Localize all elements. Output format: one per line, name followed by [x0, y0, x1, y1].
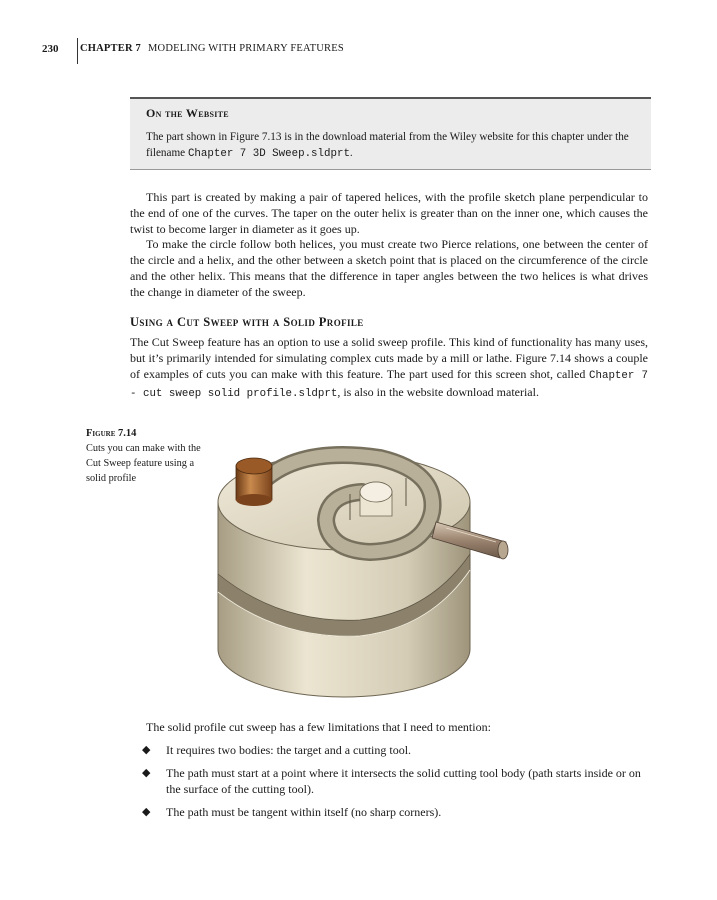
section-text-end: , is also in the website download material.	[337, 385, 539, 399]
figure-caption-text: Cuts you can make with the Cut Sweep feature using a solid profile	[86, 443, 201, 484]
sidebar-text-end: .	[349, 147, 353, 159]
sidebar-filename: Chapter 7 3D Sweep.sldprt	[187, 148, 350, 160]
bullet-diamond-icon: ◆	[142, 744, 151, 756]
section-heading	[130, 315, 364, 330]
list-item	[142, 742, 642, 758]
section-text-lead: The Cut Sweep feature has an option to use a solid sweep profile. This kind of functionality has many uses, but it’s primarily intended for simulating complex cuts made by a mill or lathe. Figure 7.14 shows a couple of examples of cuts you can make with this feature. The part used for this screen shot, called	[130, 335, 648, 381]
section-heading-text: Using a Cut Sweep with a Solid Profile	[130, 315, 364, 329]
list-item-text: The path must start at a point where it intersects the solid cutting tool body (path starts inside or on the surface of the cutting tool).	[166, 766, 641, 796]
sidebar-title	[146, 106, 229, 121]
bullet-diamond-icon: ◆	[142, 806, 151, 818]
body-paragraph-2: To make the circle follow both helices, you must create two Pierce relations, one between the center of the circle and a helix, and the other between a sketch point that is placed on the circumference of the circle and the other helix. This means that the difference in taper angles between the two helices is what drives the change in diameter of the sweep.	[130, 237, 648, 299]
chapter-label: CHAPTER 7	[80, 43, 142, 54]
figure-label-text: Figure 7.14	[86, 428, 137, 439]
figure-label	[86, 426, 206, 441]
cut-sweep-part-image	[210, 424, 520, 709]
body-paragraph-1: This part is created by making a pair of tapered helices, with the profile sketch plane perpendicular to the end of one of the curves. The taper on the outer helix is greater than on the inner one, which causes the twist to become larger in diameter as it goes up.	[130, 190, 648, 236]
list-item	[142, 765, 642, 797]
sidebar-text-lead: The part shown in Figure 7.13 is in the download material from the Wiley website for this chapter under the filename	[146, 131, 629, 159]
page-number: 230	[42, 43, 59, 55]
section-filename: Chapter 7 - cut sweep solid profile.sldprt	[130, 370, 648, 400]
header-divider	[77, 38, 78, 64]
chapter-title: MODELING WITH PRIMARY FEATURES	[148, 43, 344, 54]
list-item-text: It requires two bodies: the target and a cutting tool.	[166, 743, 412, 757]
sidebar-text	[146, 129, 646, 162]
website-sidebar	[130, 97, 651, 170]
bullet-diamond-icon: ◆	[142, 767, 151, 779]
list-item-text: The path must be tangent within itself (no sharp corners).	[166, 805, 442, 819]
sidebar-title-text: On the Website	[146, 106, 229, 120]
section-paragraph	[130, 334, 648, 402]
list-item	[142, 804, 642, 820]
list-intro: The solid profile cut sweep has a few limitations that I need to mention:	[146, 720, 491, 734]
chapter-heading	[80, 43, 344, 54]
figure-caption	[86, 426, 206, 486]
limitations-list	[142, 742, 642, 827]
